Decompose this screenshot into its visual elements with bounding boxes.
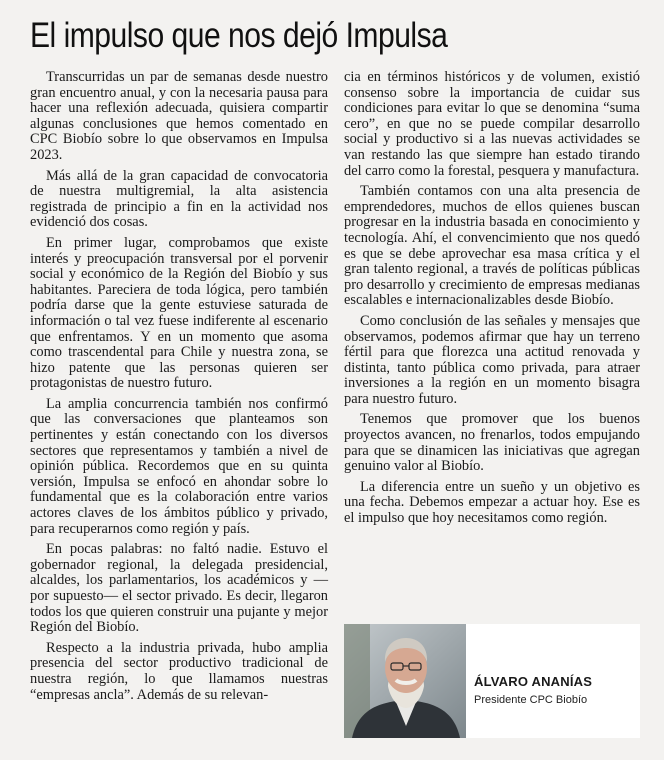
paragraph: La amplia concurrencia también nos confirmó que las conversaciones que planteamos son pertinentes y están conectando con los diversos sectores que representamos y también a nivel de opinión pública. Recordemos que en su quinta versión, Impulsa se enfocó en ahondar sobre lo fundamental que es la colaboración entre varios actores claves de los ámbitos público y privado, para recuperarnos como región y país. bbox=[30, 395, 328, 537]
paragraph: Respecto a la industria privada, hubo amplia presencia del sector productivo tradicional de nuestra región, lo que llamamos nuestras “empresas ancla”. Además de su relevan- bbox=[30, 639, 328, 703]
paragraph: Transcurridas un par de semanas desde nuestro gran encuentro anual, y con la necesaria pausa para hacer una reflexión adecuada, quisiera compartir algunas conclusiones que hemos comentado en CPC Biobío sobre lo que observamos en Impulsa 2023. bbox=[30, 69, 328, 163]
paragraph: También contamos con una alta presencia de emprendedores, muchos de ellos quienes buscan progresar en la industria basada en conocimiento y tecnología. Ahí, el convencimiento que nos quedó es que se debe aprovechar esa masa crítica y el gran talento regional, a través de políticas públicas pro desarrollo y crecimiento de empresas medianas escalables e internacionalizables desde Biobío. bbox=[344, 183, 640, 309]
author-name: ÁLVARO ANANÍAS bbox=[474, 674, 593, 689]
author-box bbox=[344, 624, 640, 738]
paragraph: Tenemos que promover que los buenos proyectos avancen, no frenarlos, todos empujando para que se dinamicen las iniciativas que agregan genuino valor al Biobío. bbox=[344, 411, 640, 475]
column-left bbox=[30, 70, 328, 708]
paragraph: Como conclusión de las señales y mensajes que observamos, podemos afirmar que hay un terreno fértil para que florezca una actitud renovada y distinta, tanto pública como privada, para atraer inversiones a la región en un momento bisagra para nuestro futuro. bbox=[344, 312, 640, 407]
paragraph: En primer lugar, comprobamos que existe interés y preocupación transversal por el porvenir social y económico de la Región del Biobío y sus habitantes. Pareciera de toda lógica, pero también podría darse que la gente estuviese saturada de información o tal vez fuese indiferente al escenario que enfrentamos. Y en un momento que asoma como trascendental para Chile y nuestra zona, se hizo patente que las personas quieren ser protagonistas de nuestro futuro. bbox=[30, 234, 328, 392]
author-photo bbox=[344, 624, 466, 738]
column-right bbox=[344, 70, 640, 532]
author-title: Presidente CPC Biobío bbox=[474, 694, 588, 706]
portrait-icon bbox=[344, 624, 466, 738]
paragraph: En pocas palabras: no faltó nadie. Estuvo el gobernador regional, la delegada presidencial, alcaldes, los parlamentarios, los académicos y —por supuesto— el sector privado. Es decir, llegaron todos los que quieren construir una pujante y mejor Región del Biobío. bbox=[30, 541, 328, 636]
paragraph-continued: cia en términos históricos y de volumen, existió consenso sobre la importancia de cuidar sus condiciones para evitar lo que se denomina “suma cero”, en que no se puede compilar desarrollo social y productivo si a las nuevas actividades se van restando las que siempre han estado tirando del carro como la forestal, pesquera y manufactura. bbox=[344, 69, 640, 179]
paragraph: La diferencia entre un sueño y un objetivo es una fecha. Debemos empezar a actuar hoy. Ese es el impulso que hoy necesitamos como región. bbox=[344, 478, 640, 527]
paragraph: Más allá de la gran capacidad de convocatoria de nuestra multigremial, la alta asistencia registrada de principio a fin en la actividad nos evidenció dos cosas. bbox=[30, 167, 328, 231]
headline: El impulso que nos dejó Impulsa bbox=[30, 16, 448, 55]
